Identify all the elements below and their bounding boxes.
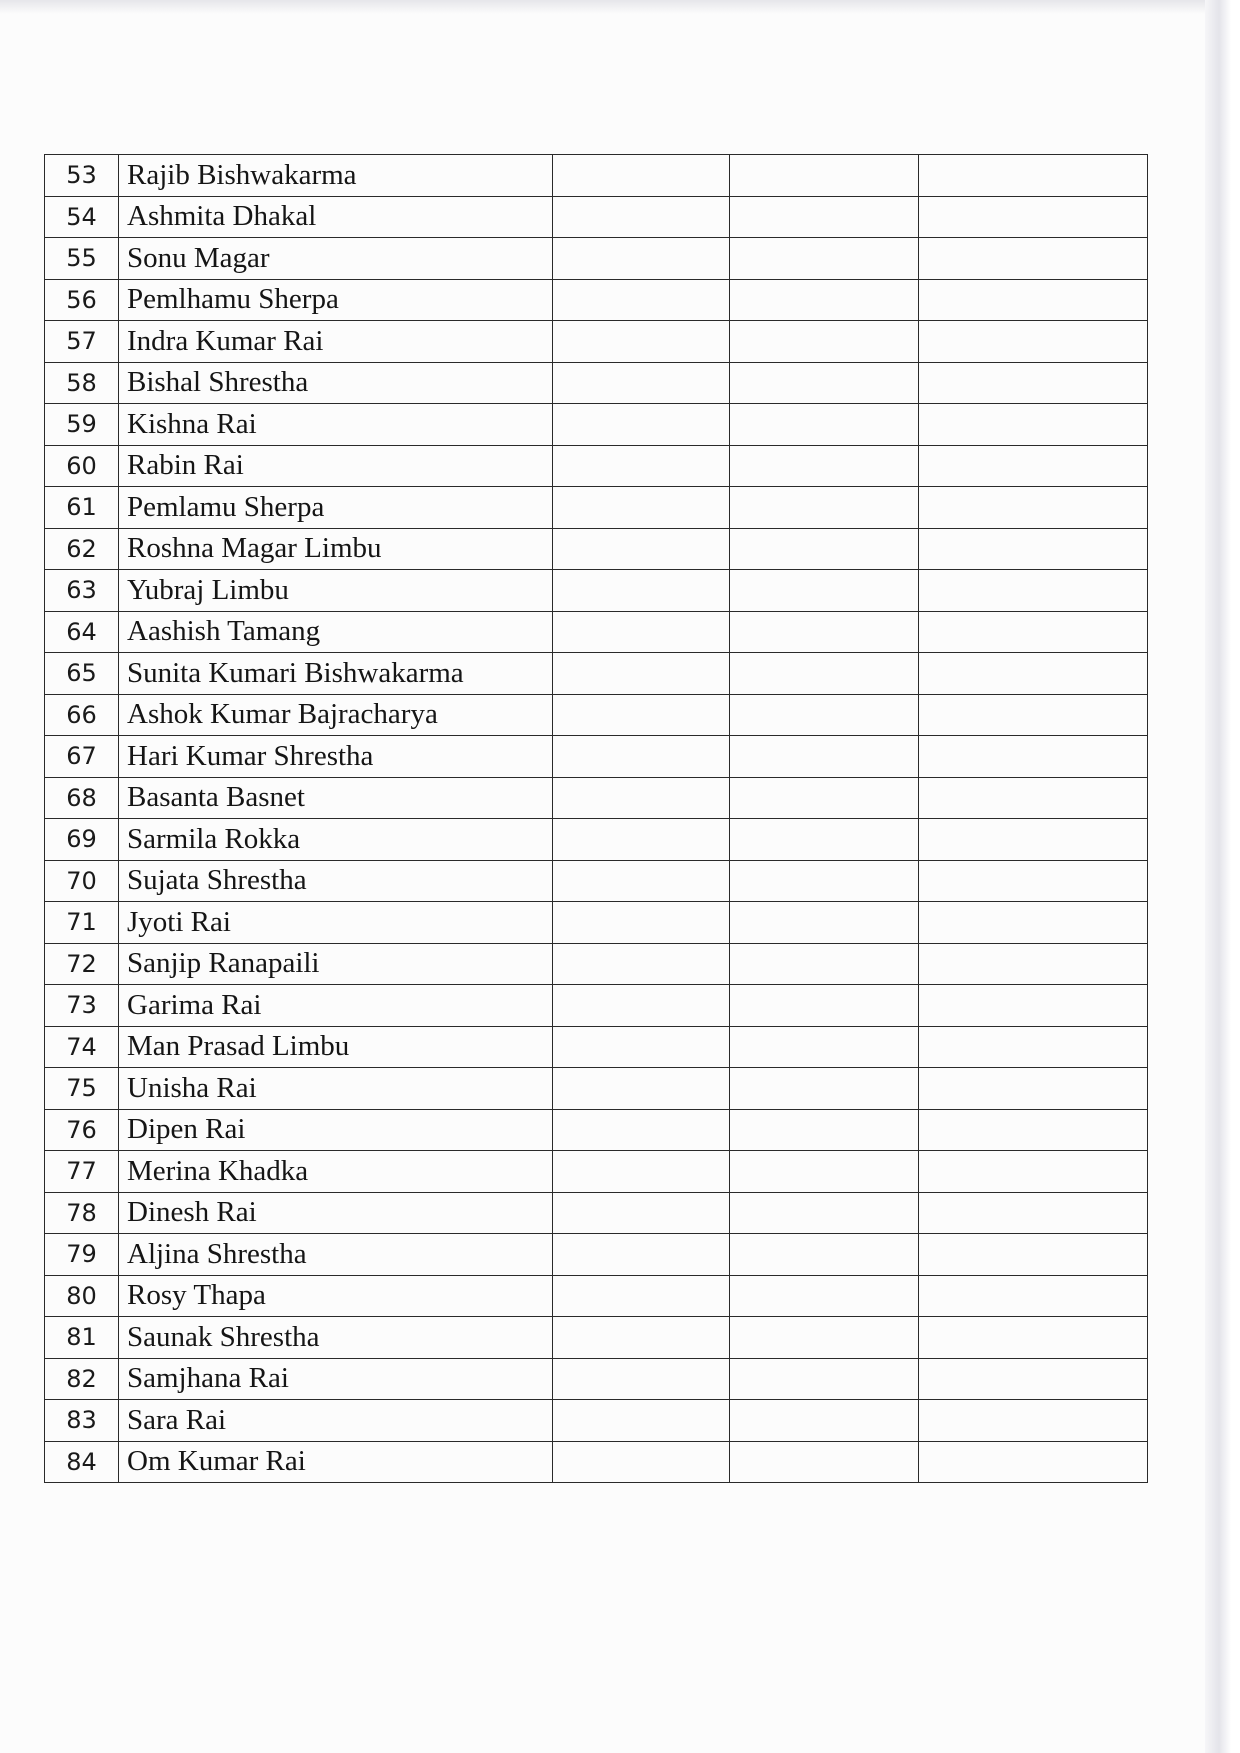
blank-cell-1: [553, 1400, 730, 1442]
table-row: [45, 1275, 1148, 1317]
blank-cell-2: [730, 1151, 919, 1193]
row-number-cell: 81: [45, 1317, 119, 1359]
blank-cell-2: [730, 238, 919, 280]
row-number-cell: 62: [45, 528, 119, 570]
row-name-cell: Roshna Magar Limbu: [119, 528, 553, 570]
blank-cell-3: [919, 321, 1148, 363]
blank-cell-1: [553, 1358, 730, 1400]
blank-cell-2: [730, 943, 919, 985]
blank-cell-1: [553, 1234, 730, 1276]
row-number-cell: 71: [45, 902, 119, 944]
table-row: [45, 1400, 1148, 1442]
row-number-cell: 63: [45, 570, 119, 612]
blank-cell-2: [730, 362, 919, 404]
blank-cell-2: [730, 985, 919, 1027]
blank-cell-1: [553, 445, 730, 487]
blank-cell-2: [730, 528, 919, 570]
row-name-cell: Rosy Thapa: [119, 1275, 553, 1317]
table-row: [45, 1026, 1148, 1068]
row-number-cell: 70: [45, 860, 119, 902]
blank-cell-1: [553, 1317, 730, 1359]
row-number-cell: 58: [45, 362, 119, 404]
table-row: [45, 902, 1148, 944]
blank-cell-1: [553, 860, 730, 902]
row-number-cell: 82: [45, 1358, 119, 1400]
table-row: [45, 487, 1148, 529]
blank-cell-1: [553, 736, 730, 778]
row-number-cell: 57: [45, 321, 119, 363]
blank-cell-2: [730, 1441, 919, 1483]
blank-cell-2: [730, 611, 919, 653]
row-name-cell: Ashok Kumar Bajracharya: [119, 694, 553, 736]
table-row: [45, 1192, 1148, 1234]
blank-cell-3: [919, 1317, 1148, 1359]
blank-cell-3: [919, 528, 1148, 570]
row-name-cell: Rajib Bishwakarma: [119, 155, 553, 197]
blank-cell-3: [919, 694, 1148, 736]
blank-cell-2: [730, 321, 919, 363]
table-row: [45, 528, 1148, 570]
blank-cell-2: [730, 445, 919, 487]
blank-cell-1: [553, 694, 730, 736]
table-row: [45, 777, 1148, 819]
blank-cell-2: [730, 902, 919, 944]
row-number-cell: 74: [45, 1026, 119, 1068]
table-row: [45, 1234, 1148, 1276]
blank-cell-2: [730, 1234, 919, 1276]
row-number-cell: 59: [45, 404, 119, 446]
row-name-cell: Dipen Rai: [119, 1109, 553, 1151]
row-name-cell: Aljina Shrestha: [119, 1234, 553, 1276]
row-name-cell: Man Prasad Limbu: [119, 1026, 553, 1068]
blank-cell-3: [919, 1192, 1148, 1234]
row-number-cell: 60: [45, 445, 119, 487]
table-row: [45, 196, 1148, 238]
row-number-cell: 75: [45, 1068, 119, 1110]
table-row: [45, 1317, 1148, 1359]
row-name-cell: Hari Kumar Shrestha: [119, 736, 553, 778]
table-row: [45, 611, 1148, 653]
blank-cell-1: [553, 1192, 730, 1234]
row-name-cell: Rabin Rai: [119, 445, 553, 487]
table-row: [45, 279, 1148, 321]
blank-cell-1: [553, 653, 730, 695]
row-name-cell: Sarmila Rokka: [119, 819, 553, 861]
row-name-cell: Basanta Basnet: [119, 777, 553, 819]
blank-cell-2: [730, 279, 919, 321]
row-number-cell: 76: [45, 1109, 119, 1151]
blank-cell-3: [919, 1109, 1148, 1151]
row-number-cell: 78: [45, 1192, 119, 1234]
blank-cell-1: [553, 1151, 730, 1193]
blank-cell-3: [919, 362, 1148, 404]
blank-cell-3: [919, 902, 1148, 944]
roster-table-body: [45, 155, 1148, 1483]
row-name-cell: Sunita Kumari Bishwakarma: [119, 653, 553, 695]
row-name-cell: Saunak Shrestha: [119, 1317, 553, 1359]
blank-cell-1: [553, 238, 730, 280]
row-number-cell: 67: [45, 736, 119, 778]
row-name-cell: Unisha Rai: [119, 1068, 553, 1110]
blank-cell-3: [919, 611, 1148, 653]
blank-cell-1: [553, 1026, 730, 1068]
blank-cell-3: [919, 1441, 1148, 1483]
row-number-cell: 54: [45, 196, 119, 238]
blank-cell-1: [553, 611, 730, 653]
blank-cell-2: [730, 694, 919, 736]
blank-cell-2: [730, 1026, 919, 1068]
blank-cell-1: [553, 528, 730, 570]
table-row: [45, 1358, 1148, 1400]
row-name-cell: Aashish Tamang: [119, 611, 553, 653]
table-row: [45, 985, 1148, 1027]
blank-cell-3: [919, 1068, 1148, 1110]
row-name-cell: Ashmita Dhakal: [119, 196, 553, 238]
row-name-cell: Sujata Shrestha: [119, 860, 553, 902]
blank-cell-3: [919, 736, 1148, 778]
blank-cell-2: [730, 1317, 919, 1359]
blank-cell-2: [730, 1358, 919, 1400]
table-row: [45, 321, 1148, 363]
row-number-cell: 56: [45, 279, 119, 321]
row-number-cell: 66: [45, 694, 119, 736]
row-name-cell: Bishal Shrestha: [119, 362, 553, 404]
blank-cell-1: [553, 196, 730, 238]
blank-cell-2: [730, 653, 919, 695]
row-name-cell: Jyoti Rai: [119, 902, 553, 944]
blank-cell-3: [919, 1151, 1148, 1193]
blank-cell-2: [730, 155, 919, 197]
scan-edge-top: [0, 0, 1240, 14]
table-row: [45, 1068, 1148, 1110]
blank-cell-1: [553, 1441, 730, 1483]
blank-cell-2: [730, 777, 919, 819]
row-number-cell: 84: [45, 1441, 119, 1483]
blank-cell-1: [553, 985, 730, 1027]
row-name-cell: Indra Kumar Rai: [119, 321, 553, 363]
roster-table: [44, 154, 1148, 1483]
blank-cell-2: [730, 736, 919, 778]
table-row: [45, 653, 1148, 695]
table-row: [45, 1441, 1148, 1483]
row-number-cell: 53: [45, 155, 119, 197]
blank-cell-2: [730, 1275, 919, 1317]
blank-cell-3: [919, 860, 1148, 902]
table-row: [45, 1109, 1148, 1151]
blank-cell-3: [919, 570, 1148, 612]
blank-cell-1: [553, 777, 730, 819]
scan-edge-right: [1205, 0, 1240, 1753]
row-number-cell: 83: [45, 1400, 119, 1442]
row-name-cell: Yubraj Limbu: [119, 570, 553, 612]
row-name-cell: Merina Khadka: [119, 1151, 553, 1193]
row-name-cell: Sonu Magar: [119, 238, 553, 280]
blank-cell-1: [553, 1109, 730, 1151]
blank-cell-3: [919, 943, 1148, 985]
row-number-cell: 72: [45, 943, 119, 985]
blank-cell-3: [919, 487, 1148, 529]
table-row: [45, 155, 1148, 197]
blank-cell-2: [730, 860, 919, 902]
row-number-cell: 61: [45, 487, 119, 529]
row-name-cell: Sara Rai: [119, 1400, 553, 1442]
blank-cell-2: [730, 1068, 919, 1110]
blank-cell-3: [919, 445, 1148, 487]
row-number-cell: 64: [45, 611, 119, 653]
blank-cell-3: [919, 1234, 1148, 1276]
row-number-cell: 68: [45, 777, 119, 819]
blank-cell-1: [553, 570, 730, 612]
row-number-cell: 77: [45, 1151, 119, 1193]
blank-cell-2: [730, 819, 919, 861]
blank-cell-3: [919, 777, 1148, 819]
table-row: [45, 445, 1148, 487]
table-row: [45, 1151, 1148, 1193]
table-row: [45, 404, 1148, 446]
blank-cell-1: [553, 943, 730, 985]
blank-cell-3: [919, 1358, 1148, 1400]
blank-cell-2: [730, 1109, 919, 1151]
table-row: [45, 238, 1148, 280]
row-number-cell: 79: [45, 1234, 119, 1276]
row-name-cell: Sanjip Ranapaili: [119, 943, 553, 985]
blank-cell-3: [919, 819, 1148, 861]
blank-cell-1: [553, 487, 730, 529]
row-number-cell: 80: [45, 1275, 119, 1317]
blank-cell-2: [730, 570, 919, 612]
blank-cell-3: [919, 279, 1148, 321]
table-row: [45, 736, 1148, 778]
row-name-cell: Pemlhamu Sherpa: [119, 279, 553, 321]
table-row: [45, 819, 1148, 861]
blank-cell-3: [919, 1026, 1148, 1068]
blank-cell-3: [919, 238, 1148, 280]
row-name-cell: Dinesh Rai: [119, 1192, 553, 1234]
blank-cell-3: [919, 196, 1148, 238]
table-row: [45, 943, 1148, 985]
row-name-cell: Kishna Rai: [119, 404, 553, 446]
blank-cell-1: [553, 1275, 730, 1317]
blank-cell-3: [919, 653, 1148, 695]
row-number-cell: 69: [45, 819, 119, 861]
blank-cell-1: [553, 1068, 730, 1110]
blank-cell-1: [553, 902, 730, 944]
blank-cell-3: [919, 1275, 1148, 1317]
blank-cell-1: [553, 404, 730, 446]
blank-cell-2: [730, 196, 919, 238]
table-row: [45, 570, 1148, 612]
blank-cell-1: [553, 279, 730, 321]
blank-cell-3: [919, 985, 1148, 1027]
blank-cell-1: [553, 155, 730, 197]
blank-cell-1: [553, 819, 730, 861]
table-row: [45, 860, 1148, 902]
blank-cell-1: [553, 321, 730, 363]
blank-cell-2: [730, 1192, 919, 1234]
blank-cell-3: [919, 404, 1148, 446]
row-number-cell: 65: [45, 653, 119, 695]
blank-cell-2: [730, 1400, 919, 1442]
blank-cell-2: [730, 404, 919, 446]
blank-cell-1: [553, 362, 730, 404]
row-name-cell: Om Kumar Rai: [119, 1441, 553, 1483]
table-row: [45, 362, 1148, 404]
blank-cell-3: [919, 1400, 1148, 1442]
row-name-cell: Samjhana Rai: [119, 1358, 553, 1400]
row-number-cell: 55: [45, 238, 119, 280]
row-number-cell: 73: [45, 985, 119, 1027]
table-row: [45, 694, 1148, 736]
blank-cell-2: [730, 487, 919, 529]
row-name-cell: Pemlamu Sherpa: [119, 487, 553, 529]
blank-cell-3: [919, 155, 1148, 197]
row-name-cell: Garima Rai: [119, 985, 553, 1027]
